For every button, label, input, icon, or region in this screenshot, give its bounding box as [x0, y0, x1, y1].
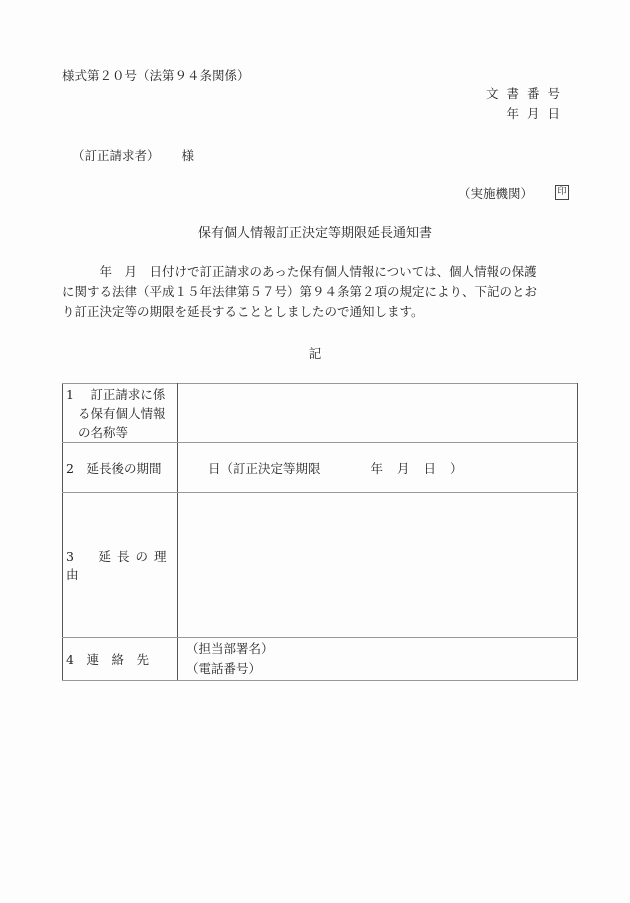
value-reason-field[interactable] — [178, 493, 578, 638]
table-row — [63, 443, 578, 493]
form-identifier: 様式第２０号（法第９４条関係） — [62, 68, 250, 83]
period-text — [178, 461, 477, 476]
period-prefix: 日（訂正決定等期限 — [208, 460, 321, 476]
table-row — [63, 384, 578, 443]
value-contact-field[interactable] — [178, 638, 578, 681]
value-subject-field[interactable] — [178, 384, 578, 443]
body-line: に関する法律（平成１５年法律第５７号）第９４条第２項の規定により、下記のとお — [62, 284, 538, 299]
label-line: る保有個人情報 — [78, 405, 166, 421]
body-line: り訂正決定等の期限を延長することとしましたので通知します。 — [62, 304, 424, 319]
body-line: 年 月 日付けで訂正請求のあった保有個人情報については、個人情報の保護 — [62, 264, 537, 279]
label-line: 1 訂正請求に係 — [66, 386, 166, 402]
details-table — [62, 383, 578, 681]
row-label-subject — [63, 384, 178, 443]
document-title: 保有個人情報訂正決定等期限延長通知書 — [197, 226, 432, 241]
requester-line — [72, 146, 194, 164]
seal-icon: 印 — [555, 185, 569, 200]
issuing-organization-label: （実施機関） — [458, 186, 534, 201]
table-row — [63, 638, 578, 681]
label-text: 3 延長の理由 — [66, 549, 173, 582]
ki-heading: 記 — [308, 346, 322, 361]
body-paragraph — [62, 262, 582, 322]
label-line: の名称等 — [78, 424, 129, 440]
contact-lines — [178, 639, 577, 679]
requester-label: （訂正請求者） — [72, 148, 160, 163]
honorific: 様 — [181, 148, 195, 163]
phone-label: （電話番号） — [186, 661, 262, 676]
row-label-extended-period: 2 延長後の期間 — [63, 443, 178, 493]
document-number-label: 文書番号 — [485, 86, 568, 101]
deadline-date: 年月日） — [370, 460, 477, 476]
row-label-reason — [63, 493, 178, 638]
department-label: （担当部署名） — [186, 641, 274, 656]
document-date-label: 年月日 — [506, 106, 568, 121]
row-label-contact: 4 連 絡 先 — [63, 638, 178, 681]
value-extended-period-field[interactable] — [178, 443, 578, 493]
table-row — [63, 493, 578, 638]
